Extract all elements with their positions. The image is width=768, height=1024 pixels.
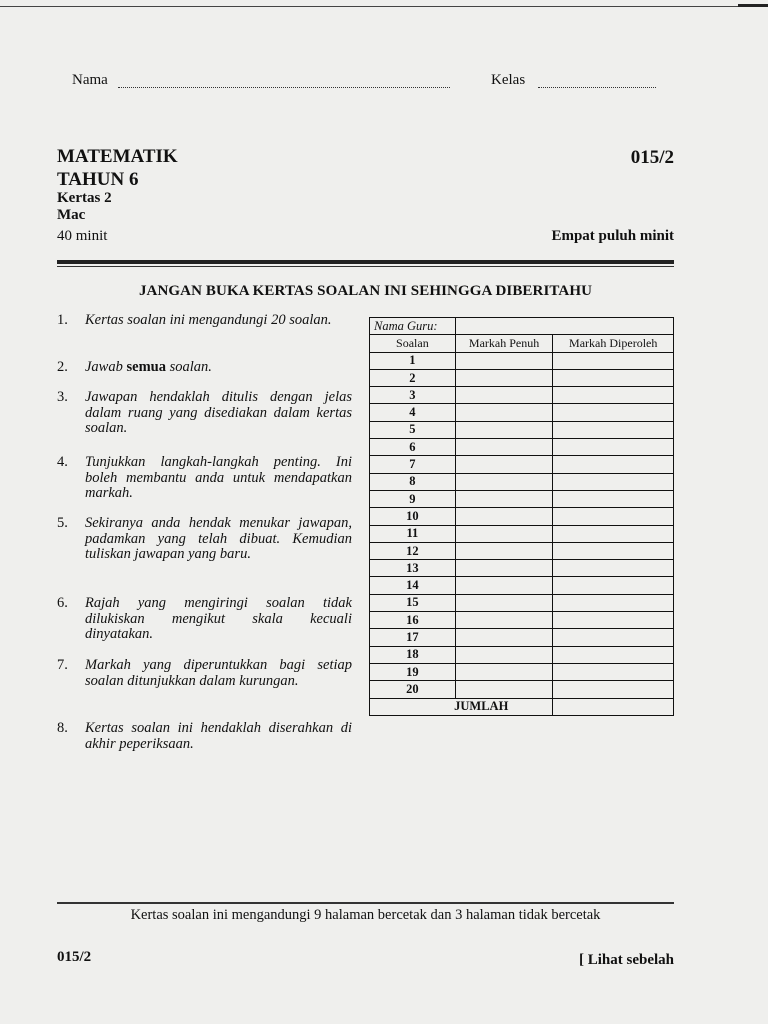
full-marks-cell[interactable] (455, 369, 553, 386)
full-marks-cell[interactable] (455, 629, 553, 646)
question-number: 18 (370, 646, 456, 663)
table-row (370, 387, 674, 404)
instruction-text: Kertas soalan ini mengandungi 20 soalan. (85, 312, 332, 328)
instruction-number: 8. (57, 720, 68, 736)
instruction-item (57, 596, 352, 643)
instruction-item (57, 313, 352, 329)
table-row (370, 525, 674, 542)
full-marks-cell[interactable] (455, 490, 553, 507)
marks-obtained-cell[interactable] (553, 560, 674, 577)
instruction-text (85, 360, 352, 376)
table-row (370, 456, 674, 473)
question-number: 14 (370, 577, 456, 594)
table-row (370, 490, 674, 507)
question-number: 4 (370, 404, 456, 421)
full-marks-cell[interactable] (455, 663, 553, 680)
instruction-number: 6. (57, 595, 68, 611)
instruction-text: Sekiranya anda hendak menukar jawapan, padamkan yang telah dibuat. Kemudian tuliskan jawapan yang baru. (85, 515, 352, 562)
marks-obtained-cell[interactable] (553, 646, 674, 663)
header-rule (57, 260, 674, 264)
teacher-name-field[interactable] (455, 318, 673, 335)
header-marks-obtained: Markah Diperoleh (553, 335, 674, 352)
header-full-marks: Markah Penuh (455, 335, 553, 352)
question-number: 13 (370, 560, 456, 577)
total-row (370, 698, 674, 715)
full-marks-cell[interactable] (455, 387, 553, 404)
marks-obtained-cell[interactable] (553, 456, 674, 473)
question-number: 2 (370, 369, 456, 386)
marks-obtained-cell[interactable] (553, 387, 674, 404)
table-row (370, 629, 674, 646)
paper-label: Kertas 2 (57, 190, 112, 206)
marks-obtained-cell[interactable] (553, 421, 674, 438)
instruction-item (57, 658, 352, 689)
full-marks-cell[interactable] (455, 542, 553, 559)
name-label: Nama (72, 72, 108, 88)
paper-code: 015/2 (630, 147, 674, 168)
instruction-text: Jawapan hendaklah ditulis dengan jelas dalam ruang yang disediakan dalam kertas soalan. (85, 389, 352, 436)
instruction-text: Markah yang diperuntukkan bagi setiap soalan ditunjukkan dalam kurungan. (85, 657, 352, 689)
question-number: 20 (370, 681, 456, 698)
table-row (370, 577, 674, 594)
marks-obtained-cell[interactable] (553, 681, 674, 698)
instruction-item (57, 455, 352, 502)
question-number: 5 (370, 421, 456, 438)
instruction-text-part: Jawab (85, 359, 127, 375)
full-marks-cell[interactable] (455, 612, 553, 629)
table-row (370, 681, 674, 698)
year-title: TAHUN 6 (57, 169, 139, 190)
instruction-number: 7. (57, 657, 68, 673)
question-number: 7 (370, 456, 456, 473)
top-edge-line (0, 6, 768, 7)
footer-rule (57, 902, 674, 904)
full-marks-cell[interactable] (455, 352, 553, 369)
full-marks-cell[interactable] (455, 594, 553, 611)
full-marks-cell[interactable] (455, 439, 553, 456)
question-number: 11 (370, 525, 456, 542)
full-marks-cell[interactable] (455, 646, 553, 663)
instruction-item (57, 390, 352, 437)
teacher-row (370, 318, 674, 335)
full-marks-cell[interactable] (455, 473, 553, 490)
table-row (370, 542, 674, 559)
table-row (370, 369, 674, 386)
table-row (370, 646, 674, 663)
table-row (370, 352, 674, 369)
marks-obtained-cell[interactable] (553, 594, 674, 611)
instruction-number: 1. (57, 312, 68, 328)
question-number: 8 (370, 473, 456, 490)
marks-obtained-cell[interactable] (553, 508, 674, 525)
table-row (370, 473, 674, 490)
instruction-emphasis: semua (126, 359, 166, 375)
full-marks-cell[interactable] (455, 508, 553, 525)
question-number: 9 (370, 490, 456, 507)
question-number: 1 (370, 352, 456, 369)
instruction-text: Tunjukkan langkah-langkah penting. Ini boleh membantu anda untuk mendapatkan markah. (85, 454, 352, 501)
marks-obtained-cell[interactable] (553, 404, 674, 421)
instruction-item (57, 516, 352, 563)
footer-code: 015/2 (57, 949, 92, 965)
name-field[interactable] (118, 87, 450, 88)
header-question: Soalan (370, 335, 456, 352)
instruction-text: Rajah yang mengiringi soalan tidak dilukiskan mengikut skala kecuali dinyatakan. (85, 595, 352, 642)
full-marks-cell[interactable] (455, 681, 553, 698)
marks-obtained-cell[interactable] (553, 525, 674, 542)
marks-table (369, 317, 674, 716)
instruction-item (57, 360, 352, 376)
class-label: Kelas (491, 72, 526, 88)
marks-obtained-cell[interactable] (553, 369, 674, 386)
total-label: JUMLAH (370, 698, 553, 715)
question-number: 15 (370, 594, 456, 611)
subject-title: MATEMATIK (57, 146, 178, 167)
full-marks-cell[interactable] (455, 404, 553, 421)
marks-obtained-cell[interactable] (553, 629, 674, 646)
marks-obtained-cell[interactable] (553, 663, 674, 680)
question-number: 19 (370, 663, 456, 680)
full-marks-cell[interactable] (455, 560, 553, 577)
instruction-item (57, 721, 352, 752)
marks-obtained-cell[interactable] (553, 612, 674, 629)
instruction-number: 3. (57, 389, 68, 405)
next-page-note: [ Lihat sebelah (578, 952, 674, 968)
total-marks-cell[interactable] (553, 698, 674, 715)
question-number: 3 (370, 387, 456, 404)
question-number: 17 (370, 629, 456, 646)
top-edge-mark (738, 4, 768, 7)
header-rule-thin (57, 266, 674, 267)
table-row (370, 439, 674, 456)
duration-words: Empat puluh minit (551, 228, 674, 244)
question-number: 16 (370, 612, 456, 629)
table-row (370, 421, 674, 438)
page-count-note: Kertas soalan ini mengandungi 9 halaman bercetak dan 3 halaman tidak bercetak (130, 907, 601, 923)
table-row (370, 612, 674, 629)
class-field[interactable] (538, 87, 656, 88)
marks-obtained-cell[interactable] (553, 439, 674, 456)
instruction-text: Kertas soalan ini hendaklah diserahkan di akhir peperiksaan. (85, 720, 352, 752)
question-number: 10 (370, 508, 456, 525)
full-marks-cell[interactable] (455, 525, 553, 542)
month-label: Mac (57, 207, 86, 223)
marks-obtained-cell[interactable] (553, 542, 674, 559)
warning-banner: JANGAN BUKA KERTAS SOALAN INI SEHINGGA DIBERITAHU (138, 283, 593, 299)
full-marks-cell[interactable] (455, 456, 553, 473)
instruction-number: 2. (57, 359, 68, 375)
duration-label: 40 minit (57, 228, 108, 244)
marks-obtained-cell[interactable] (553, 352, 674, 369)
instruction-text-part: soalan. (165, 359, 212, 375)
marks-obtained-cell[interactable] (553, 473, 674, 490)
teacher-label: Nama Guru: (370, 318, 456, 335)
question-number: 6 (370, 439, 456, 456)
table-row (370, 663, 674, 680)
table-row (370, 560, 674, 577)
full-marks-cell[interactable] (455, 577, 553, 594)
full-marks-cell[interactable] (455, 421, 553, 438)
instruction-number: 5. (57, 515, 68, 531)
table-row (370, 404, 674, 421)
table-header-row (370, 335, 674, 352)
marks-obtained-cell[interactable] (553, 577, 674, 594)
instruction-number: 4. (57, 454, 68, 470)
table-row (370, 508, 674, 525)
table-row (370, 594, 674, 611)
question-number: 12 (370, 542, 456, 559)
marks-obtained-cell[interactable] (553, 490, 674, 507)
